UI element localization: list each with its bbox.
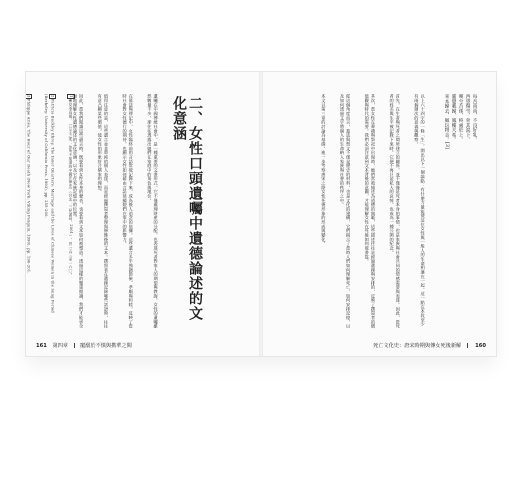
- left-page-body: [72, 94, 171, 330]
- page-number: 161: [36, 343, 47, 349]
- book-spread: [26, 72, 496, 356]
- footnote-label: 1: [69, 95, 73, 98]
- paragraph: 以上六十四字的一條「生」，開出以下一個論點：有什麼力量能使這位女性與一般人的生命相連在一起，這一點在本段至少有兩個層次的意義與觀察。: [414, 94, 426, 327]
- paragraph: 遺囑在中國傳統社會中，是一種重要的文書形式，它不僅處理財產的分配，也表達死者對家人的期望與教誨。女性的遺囑雖然數量不多，卻往往透露出她們在家庭中的角色與地位。: [147, 94, 159, 329]
- footnote-text: Philippe Ariès, The Hour of Our Death (New York: Viking Penguin, 1990), pp. 196-201.: [26, 98, 31, 274]
- paragraph: 在墓誌與傳記中，女性臨終前的言語常被記錄下來，成為後人追念的依據。這些遺言多半強調節儉、孝順與和睦，反映了當時社會對女性德行的期待，也顯示女性如何藉由言語延續她們在家中的影響力。: [122, 94, 134, 329]
- paragraph: 值得注意的是，這些遺言並非單純的個人表達，而是經過撰寫者整理與修飾後的文本。撰寫者在選擇記錄哪些話語時，往往有意凸顯某些價值，使女性的形象符合儒家的理想。: [97, 94, 109, 329]
- paragraph: 其次，當女性在葬禮與祭祀中出現時，她們常被描述為道德的典範，這些描述往往是經過選擇與安排的，反映了撰寫者的價值觀與時代的需要。我們必須注意到文本背後的意圖，才能理解女性在死後如何被書寫。: [364, 94, 376, 329]
- footnote-label: 2: [50, 95, 55, 98]
- chapter-label: 第四章: [52, 343, 69, 349]
- footnote-text: 參見李貞德，《公主之死：你所不知道的中國法律史》（台北：三民書局，2001），頁一五三至一六〇。: [69, 98, 73, 277]
- section-heading: 二、女性口頭遺囑中遺德論述的文化意涵: [171, 96, 203, 321]
- paragraph: 因此，當我們閱讀這些遺言時，既要看到女性本身的聲音，也要看到文本如何被塑造。透過這樣的雙重閱讀，我們才能更全面地理解女性遺德論述的文化意涵，以及它在家族記憶中的位置。: [72, 94, 85, 329]
- page-number: 160: [475, 343, 486, 349]
- paragraph: 本文以第三章的討論為基礎，進一步考察唐宋之際女性死後形象的形成與變化。: [321, 94, 327, 246]
- left-page: [26, 72, 261, 356]
- poem-block: [443, 94, 478, 214]
- footer-right: [373, 342, 486, 349]
- poem-line: 嘆兮吾孫，終處於上。: [458, 94, 463, 142]
- right-page-body: [288, 94, 438, 330]
- footnote-label: 3: [26, 95, 31, 98]
- footnote-text: Patricia Buckley Ebrey, The Inner Quarters: Marriage and the Lives of Chinese Women in the Sung Period (Berkeley: University of California Press, 1993), pp. 255-260.: [43, 94, 55, 315]
- poem-line: 靈覺載歸，鳳樓夫希。: [451, 94, 456, 142]
- footnote-3: [26, 94, 32, 330]
- footer-left: [36, 342, 132, 349]
- section-title: 死亡文化史：唐宋時期與傳女死後新解: [373, 343, 462, 349]
- footnote-2: [43, 94, 56, 330]
- paragraph: 首先，在生者與死者之間所建立的關係，並不僅僅是死者本身的事情，也是家族與社會共同的情感需要與表達。因此，當死者的姓名與生平被記錄下來時，它便不再只是私人的哀悼，也成為一種公開的紀念。: [389, 94, 401, 329]
- footer-divider: [467, 343, 468, 349]
- poem-line: 每吾雨雨，不良好乳。: [472, 94, 477, 142]
- poem-line: 來本歸去，佩玩物志。[3]: [444, 94, 449, 150]
- poem-line: 西望傷弔，骨其淚下。: [465, 94, 470, 142]
- right-page: [261, 72, 496, 356]
- paragraph: 從這個角度而言，墓誌與祭文不僅是歷史的材料，也是文化的建構，它們揭示了當時人們如何理解死亡、如何安排記憶，以及如何透過文字將個人的生命納入家族與社會的秩序之中。: [339, 94, 352, 329]
- footer-divider: [74, 343, 75, 349]
- chapter-title: 寵溺於不慎與携華之間: [79, 343, 132, 349]
